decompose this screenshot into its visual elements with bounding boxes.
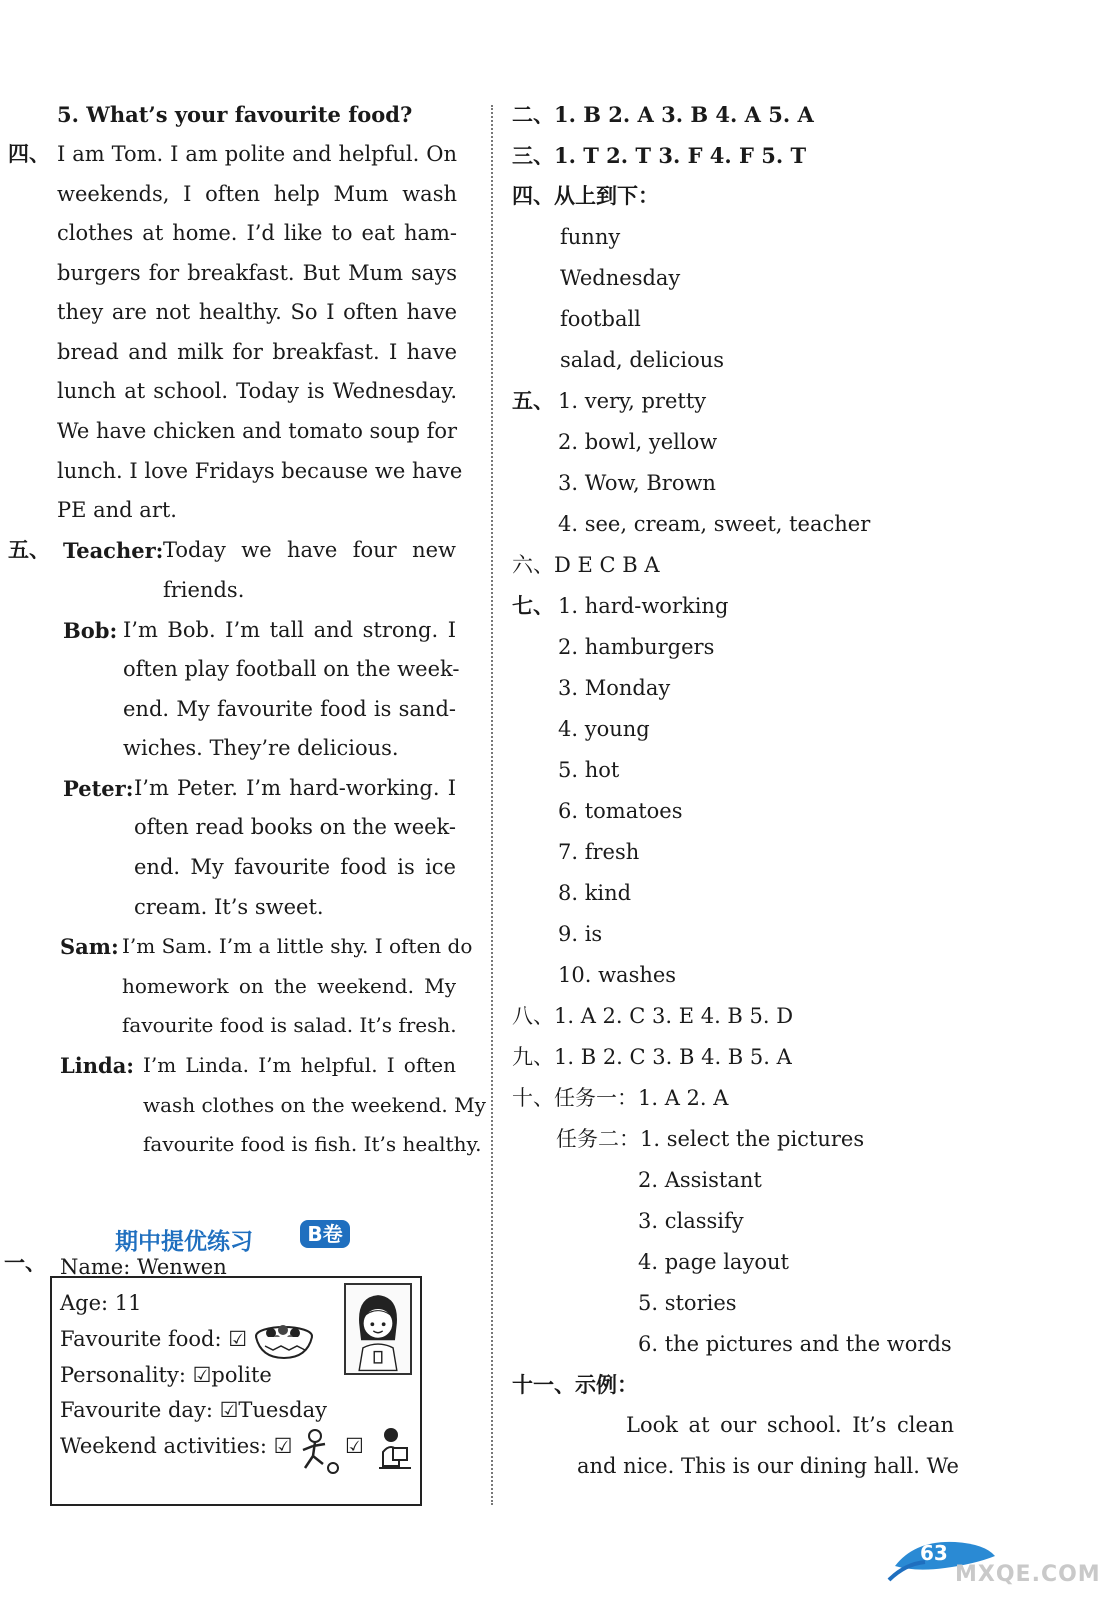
answer-5-item: 2. bowl, yellow	[558, 430, 718, 454]
answer-10-task2-item: 2. Assistant	[638, 1168, 762, 1192]
answer-7-item: 5. hot	[558, 758, 620, 782]
answer-10-task1: 十、任务一：1. A 2. A	[512, 1086, 729, 1110]
dialog-line: homework on the weekend. My	[122, 974, 456, 998]
answer-10-task2-item: 3. classify	[638, 1209, 744, 1233]
answer-7-item: 3. Monday	[558, 676, 671, 700]
answer-8: 八、1. A 2. C 3. E 4. B 5. D	[512, 1004, 794, 1028]
section-5-number: 五、	[8, 538, 50, 562]
dialog-line: friends.	[163, 578, 245, 602]
dialog-line: cream. It’s sweet.	[134, 895, 324, 919]
column-divider	[491, 105, 493, 1505]
answer-4-item: football	[560, 307, 641, 331]
answer-4-item: Wednesday	[560, 266, 681, 290]
paragraph-line: PE and art.	[57, 498, 177, 522]
speaker-peter: Peter:	[63, 776, 134, 801]
answer-7-item: 8. kind	[558, 881, 632, 905]
card-weekend: Weekend activities: ☑	[60, 1434, 293, 1458]
answer-7-item: 4. young	[558, 717, 650, 741]
page-number: 63	[920, 1541, 948, 1565]
paragraph-line: bread and milk for breakfast. I have	[57, 340, 457, 364]
question-5	[57, 104, 412, 125]
dialog-line: I’m Bob. I’m tall and strong. I	[123, 618, 456, 642]
answer-11-line: Look at our school. It’s clean	[626, 1413, 954, 1437]
dialog-line: often read books on the week-	[134, 815, 456, 839]
answer-4-head: 四、从上到下：	[512, 184, 659, 208]
answer-3	[512, 145, 806, 166]
dialog-line: often play football on the week-	[123, 657, 460, 681]
paragraph-line: lunch at school. Today is Wednesday.	[57, 379, 457, 403]
answer-5-item: 1. very, pretty	[558, 389, 707, 413]
answer-11-head: 十一、示例：	[512, 1373, 638, 1397]
section-4-number: 四、	[8, 142, 50, 166]
dialog-line: I’m Peter. I’m hard-working. I	[134, 776, 456, 800]
answer-7-item: 7. fresh	[558, 840, 640, 864]
dialog-line: wiches. They’re delicious.	[123, 736, 399, 760]
answer-3-text: 三、1. T 2. T 3. F 4. F 5. T	[512, 143, 807, 168]
answer-2	[512, 104, 814, 125]
paragraph-line: weekends, I often help Mum wash	[57, 182, 457, 206]
answer-5-item: 4. see, cream, sweet, teacher	[558, 512, 871, 536]
reading-child-icon	[375, 1426, 415, 1474]
answer-4-item: salad, delicious	[560, 348, 725, 372]
answer-4-item: funny	[560, 225, 621, 249]
answer-7-item: 10. washes	[558, 963, 677, 987]
watermark: MXQE.COM	[955, 1562, 1101, 1587]
paragraph-line: clothes at home. I’d like to eat ham-	[57, 221, 457, 245]
dialog-line: Today we have four new	[163, 538, 456, 562]
answer-9: 九、1. B 2. C 3. B 4. B 5. A	[512, 1045, 792, 1069]
card-personality: Personality: ☑polite	[60, 1363, 272, 1387]
paragraph-line: We have chicken and tomato soup for	[57, 419, 458, 443]
answer-2-text: 二、1. B 2. A 3. B 4. A 5. A	[512, 102, 814, 127]
dialog-line: end. My favourite food is ice	[134, 855, 456, 879]
section-title: 期中提优练习	[115, 1229, 253, 1255]
salad-bowl-icon	[253, 1320, 315, 1360]
dialog-line: I’m Sam. I’m a little shy. I often do	[122, 934, 473, 958]
answer-6: 六、D E C B A	[512, 553, 660, 577]
answer-7-number: 七、	[512, 594, 554, 618]
answer-5-number: 五、	[512, 389, 554, 413]
speaker-linda: Linda:	[60, 1053, 135, 1078]
answer-10-task2-item: 6. the pictures and the words	[638, 1332, 952, 1356]
section-badge: B卷	[300, 1220, 350, 1248]
question-5-text: 5. What’s your favourite food?	[57, 102, 413, 127]
paragraph-line: lunch. I love Fridays because we have	[57, 459, 463, 483]
card-day: Favourite day: ☑Tuesday	[60, 1398, 327, 1422]
paragraph-line: burgers for breakfast. But Mum says	[57, 261, 457, 285]
answer-7-item: 1. hard-working	[558, 594, 729, 618]
speaker-teacher: Teacher:	[63, 538, 164, 563]
answer-10-task2-head: 任务二：1. select the pictures	[556, 1127, 865, 1151]
dialog-line: favourite food is salad. It’s fresh.	[122, 1013, 457, 1037]
card-name: Name: Wenwen	[60, 1255, 227, 1279]
answer-5-item: 3. Wow, Brown	[558, 471, 716, 495]
card-age: Age: 11	[60, 1291, 142, 1315]
section-1-number: 一、	[4, 1251, 46, 1275]
football-player-icon	[295, 1428, 341, 1474]
card-check-2: ☑	[345, 1434, 364, 1458]
speaker-bob: Bob:	[63, 618, 118, 643]
dialog-line: wash clothes on the weekend. My	[143, 1093, 486, 1117]
answer-11-line: and nice. This is our dining hall. We	[577, 1454, 959, 1478]
paragraph-line: they are not healthy. So I often have	[57, 300, 457, 324]
dialog-line: end. My favourite food is sand-	[123, 697, 456, 721]
answer-7-item: 2. hamburgers	[558, 635, 715, 659]
answer-10-task2-item: 5. stories	[638, 1291, 737, 1315]
dialog-line: I’m Linda. I’m helpful. I often	[143, 1053, 456, 1077]
answer-7-item: 9. is	[558, 922, 603, 946]
answer-10-task2-item: 4. page layout	[638, 1250, 789, 1274]
card-food: Favourite food: ☑	[60, 1327, 248, 1351]
paragraph-line: I am Tom. I am polite and helpful. On	[57, 142, 457, 166]
speaker-sam: Sam:	[60, 934, 119, 959]
answer-7-item: 6. tomatoes	[558, 799, 683, 823]
dialog-line: favourite food is fish. It’s healthy.	[143, 1132, 482, 1156]
girl-avatar-icon	[344, 1283, 412, 1375]
